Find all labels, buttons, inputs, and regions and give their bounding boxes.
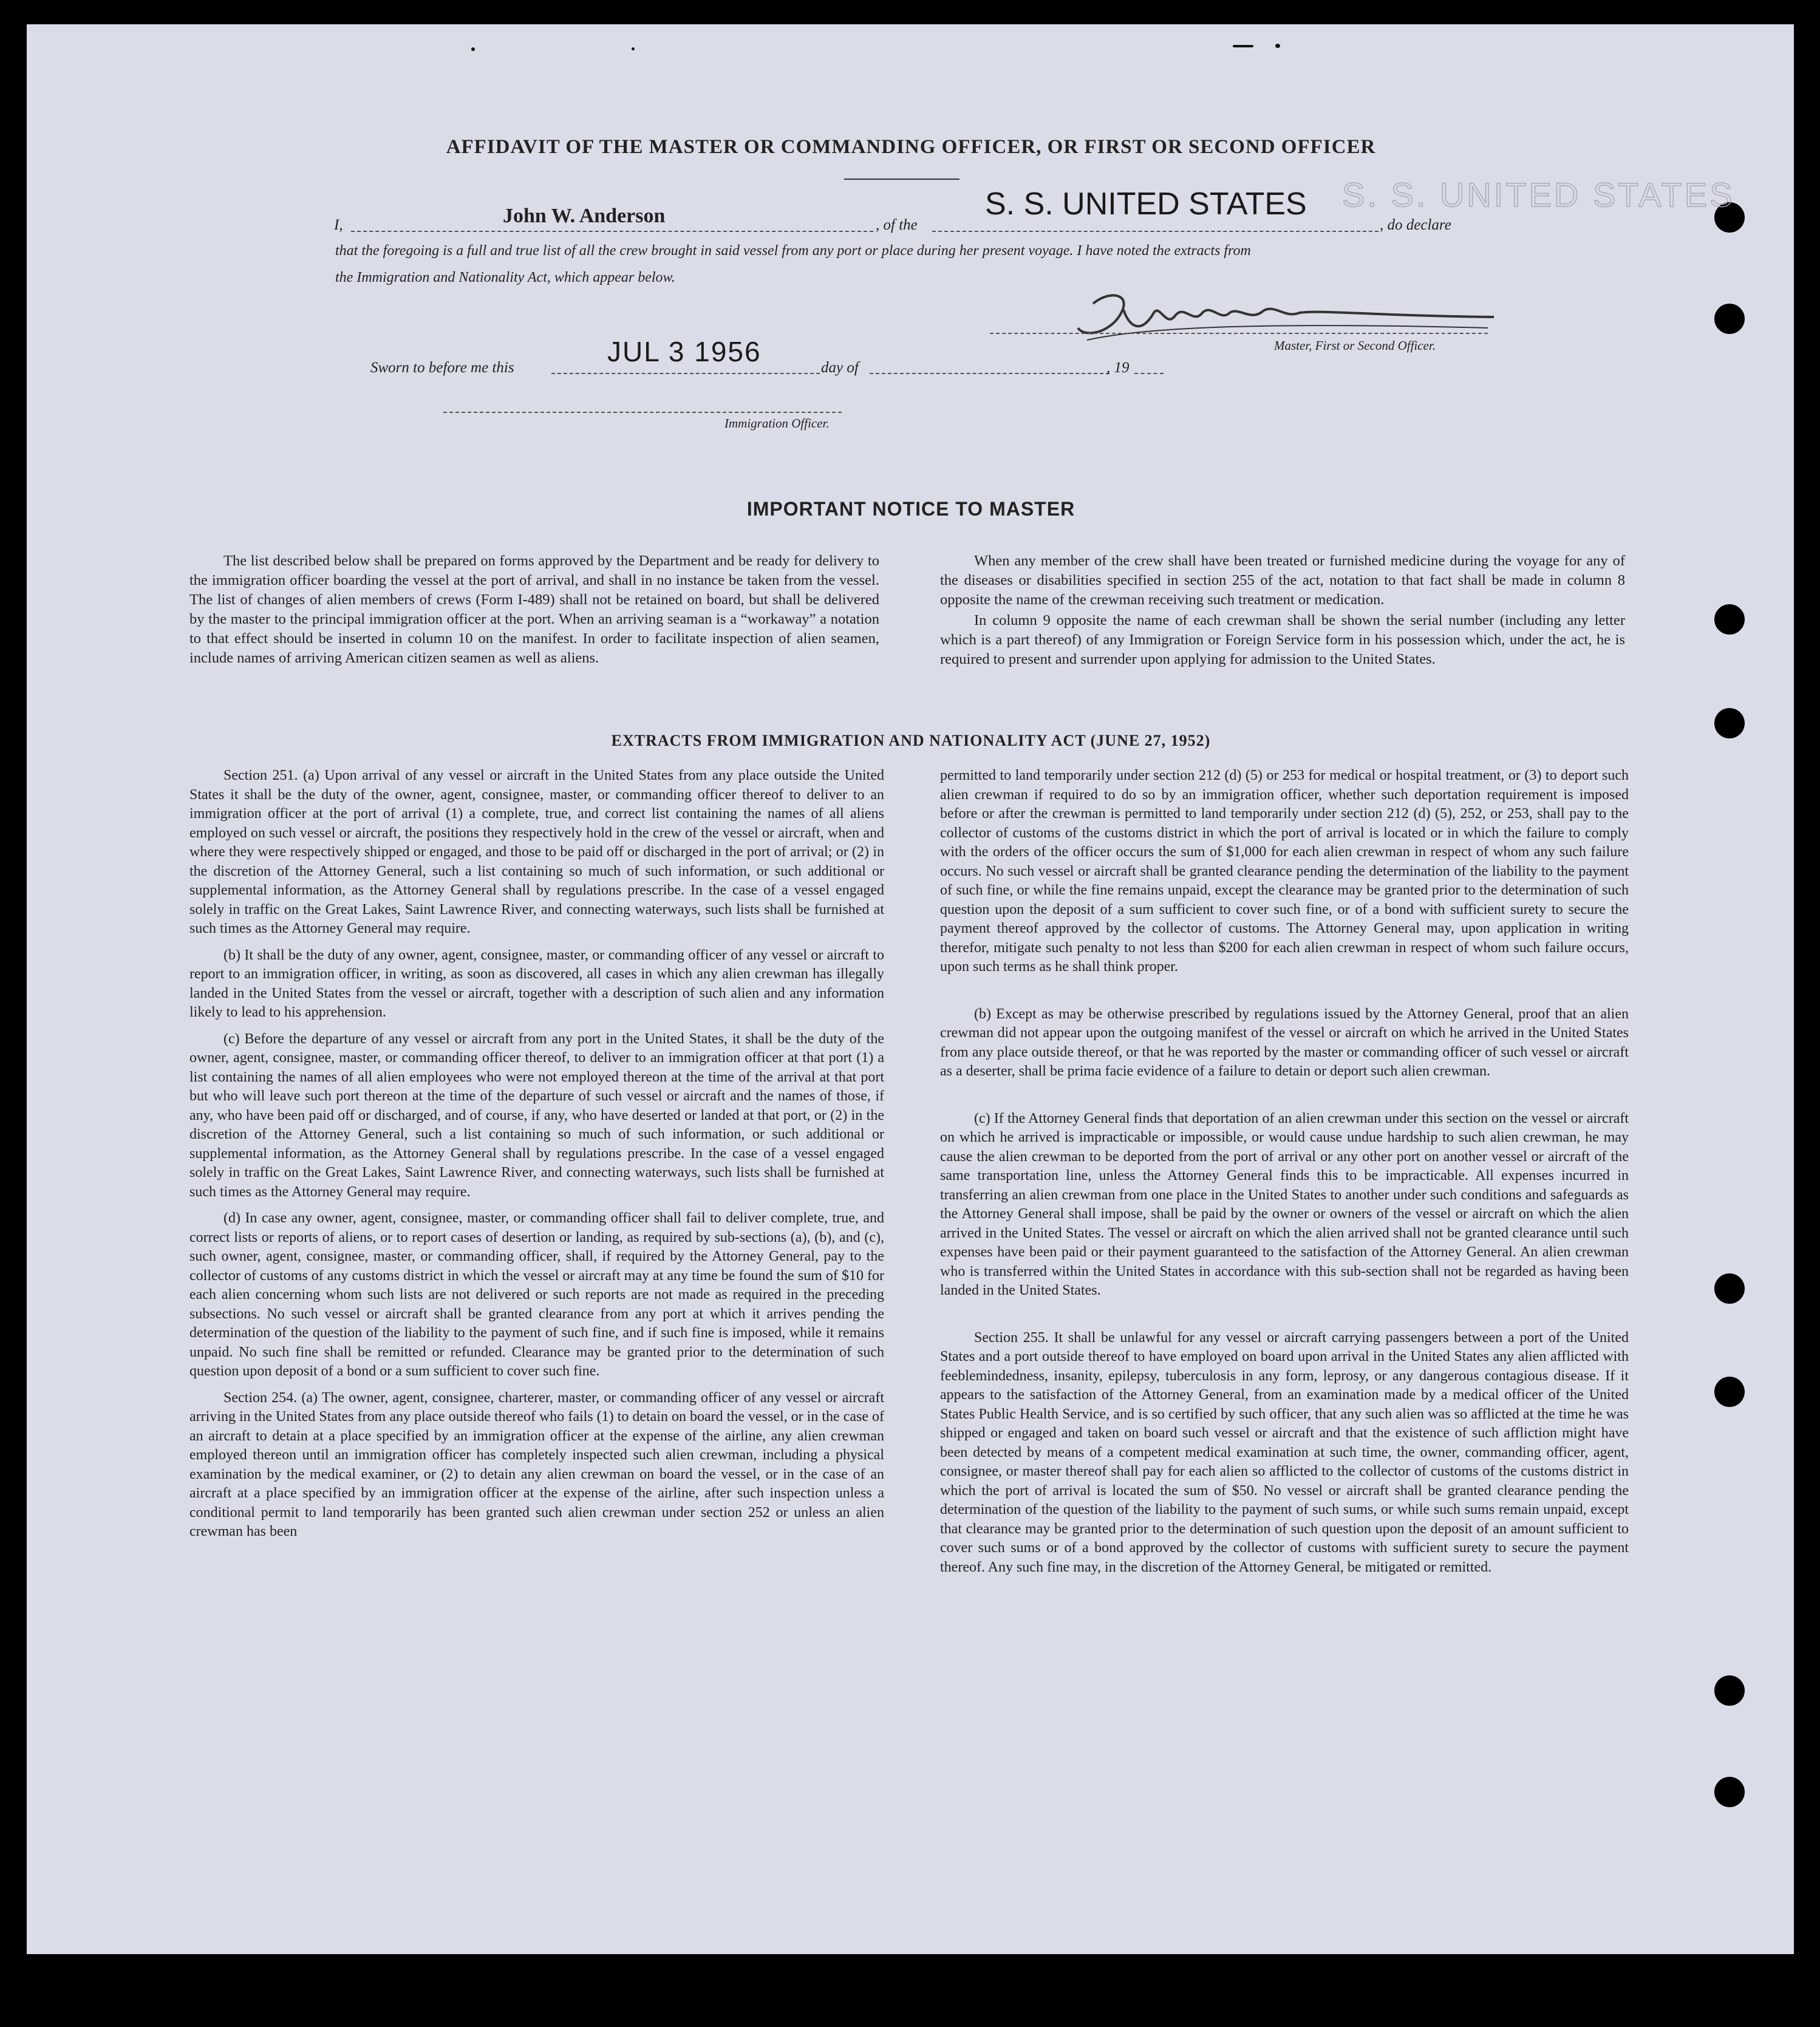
declarant-prefix: I, xyxy=(334,217,343,233)
sworn-date-line xyxy=(551,373,820,374)
officer-caption: Immigration Officer. xyxy=(724,416,830,431)
signature-caption: Master, First or Second Officer. xyxy=(1274,338,1436,353)
section-paragraph: Section 254. (a) The owner, agent, consignee, charterer, master, or commanding officer of any vessel or aircraft arriving in the United States from any place outside thereof who fails (1) to detain on board the vessel, or in the case of an aircraft to detain at a place specified by an immigration officer at the expense of the airline, any alien crewman employed thereon until an immigration officer has completely inspected such alien crewman, including a physical examination by the medical examiner, or (2) to detain any alien crewman on board the vessel, or in the case of an aircraft at a place specified by an immigration officer at the expense of the airline, after such inspection unless a conditional permit to land temporarily has been granted such alien crewman under section 252 or unless an alien crewman has been xyxy=(189,1389,884,1539)
sworn-label: Sworn to before me this xyxy=(370,359,514,376)
binder-hole xyxy=(1714,304,1745,334)
signature-line xyxy=(990,333,1488,334)
section-paragraph: Section 251. (a) Upon arrival of any vessel or aircraft in the United States from any place outside the United States it shall be the duty of the owner, agent, consignee, master, or commanding officer thereof to deliver to an immigration officer at the port of arrival (1) a complete, true, and correct list containing the names of all aliens employed on such vessel or aircraft, the positions they respectively hold in the crew of the vessel or aircraft, when and where they were respectively shipped or engaged, and those to be paid off or discharged in the port of arrival; or (2) in the discretion of the Attorney General, such a list containing so much of such information, or such additional or supplemental information, as the Attorney General shall by regulations prescribe. In the case of a vessel engaged solely in traffic on the Great Lakes, Saint Lawrence River, and connecting waterways, such lists shall be furnished at such times as the Attorney General may require. xyxy=(189,768,884,936)
year-prefix: , 19 xyxy=(1106,359,1130,376)
binder-hole xyxy=(1714,708,1745,738)
vessel-stamp-ghost: S. S. UNITED STATES xyxy=(1342,175,1735,214)
month-line xyxy=(870,373,1109,374)
title-rule xyxy=(844,179,959,180)
declaration-line-1: that the foregoing is a full and true list of all the crew brought in said vessel from any port or place during her present voyage. I have noted the extracts from xyxy=(335,243,1251,259)
section-paragraph: Section 255. It shall be unlawful for any vessel or aircraft carrying passengers between a port of the United States and a port outside thereof to have employed on board upon arrival in the United States any alien afflicted with feeblemindedness, insanity, epilepsy, tuberculosis in any form, leprosy, or any dangerous contagious disease. If it appears to the satisfaction of the Attorney General, from an examination made by a medical officer of the United States Public Health Service, and is so certified by such officer, that any such alien was so afflicted at the time he was shipped or engaged and taken on board such vessel or aircraft and that the existence of such affliction might have been detected by means of a competent medical examination at such time, the owner, commanding officer, agent, consignee, or master thereof shall pay for each alien so afflicted to the collector of customs of the customs district in which the port of arrival is located the sum of $50. No vessel or aircraft shall be granted clearance pending the determination of the question of the liability to the payment of such sums, or while such sums remain unpaid, except that clearance may be granted prior to the determination of such question upon the deposit of an amount sufficient to cover such sums or of a bond approved by the collector of customs with sufficient surety to secure the payment thereof. Any such fine may, in the discretion of the Attorney General, be mitigated or remitted. xyxy=(940,1329,1629,1575)
notice-paragraph: The list described below shall be prepared on forms approved by the Department and be ready for delivery to the immigration officer boarding the vessel at the port of arrival, and shall in no instance be taken from the vessel. The list of changes of alien members of crews (Form I-489) shall not be retained on board, but shall be delivered by the master to the principal immigration officer at the port. When an arriving seaman is a “workaway” a notation to that effect should be inserted in column 10 on the manifest. In order to facilitate inspection of alien seamen, include names of arriving American citizen seamen as well as aliens. xyxy=(189,553,879,666)
extracts-right-column xyxy=(940,766,1629,1584)
of-the-label: , of the xyxy=(876,217,918,233)
binder-hole xyxy=(1714,1777,1745,1807)
vessel-name-line xyxy=(932,231,1379,232)
vessel-name-value: S. S. UNITED STATES xyxy=(985,186,1307,222)
scan-speck xyxy=(1233,45,1253,47)
master-name-value: John W. Anderson xyxy=(503,205,666,227)
sworn-date-value: JUL 3 1956 xyxy=(607,336,762,367)
notice-heading: IMPORTANT NOTICE TO MASTER xyxy=(746,498,1075,520)
section-paragraph: (d) In case any owner, agent, consignee, master, or commanding officer shall fail to deliver complete, true, and correct lists or reports of aliens, or to report cases of desertion or landing, as required by sub-sections (a), (b), and (c), such owner, agent, consignee, master, or commanding officer, shall, if required by the Attorney General, pay to the collector of customs of any customs district in which the vessel or aircraft may at any time be found the sum of $10 for each alien concerning whom such lists are not delivered or such reports are not made as required in the preceding subsections. No such vessel or aircraft shall be granted clearance from any port at which it arrives pending the determination of the question of the liability to the payment of such fine, and if such fine is imposed, while it remains unpaid. No such fine shall be remitted or refunded. Clearance may be granted prior to the determination of such question upon deposit of a bond or a sum sufficient to cover such fine. xyxy=(189,1210,884,1379)
notice-left-column xyxy=(189,551,879,675)
binder-hole xyxy=(1714,1273,1745,1304)
extracts-left-column xyxy=(189,766,884,1549)
section-paragraph: permitted to land temporarily under section 212 (d) (5) or 253 for medical or hospital treatment, or (3) to deport such alien crewman if required to do so by an immigration officer, whether such deportation requirement is imposed before or after the crewman is permitted to land temporarily under section 212 (d) (5), 252, or 253, shall pay to the collector of customs of the customs district in which the port of arrival is located or in which the failure to comply with the orders of the officer occurs the sum of $1,000 for each alien crewman in respect of whom any such failure occurs. No such vessel or aircraft shall be granted clearance pending the determination of the liability to the payment of such fine, or while the fine remains unpaid, except the clearance may be granted prior to the determination of such question upon the deposit of a sum sufficient to cover such fine, or of a bond with sufficient surety to secure the payment thereof approved by the collector of customs. The Attorney General may, upon application in writing therefor, mitigate such penalty to not less than $200 for each alien crewman in respect of whom such failure occurs, upon such terms as he shall think proper. xyxy=(940,768,1629,975)
do-declare-label: , do declare xyxy=(1380,217,1451,233)
binder-hole xyxy=(1714,1675,1745,1706)
section-paragraph: (c) Before the departure of any vessel or aircraft from any port in the United States, it shall be the duty of the owner, agent, consignee, master, or commanding officer thereof, to deliver to an immigration officer at that port (1) a list containing the names of all alien employees who were not employed thereon at the time of the arrival at that port but who will leave such port thereon at the time of the departure of such vessel or aircraft and the names of those, if any, who have been paid off or discharged, and of course, if any, who have deserted or landed at that port, or (2) in the discretion of the Attorney General, such a list containing so much of such information, or such additional or supplemental information, as the Attorney General shall by regulations prescribe. In the case of a vessel engaged solely in traffic on the Great Lakes, Saint Lawrence River, and connecting waterways, such lists shall be furnished at such times as the Attorney General may require. xyxy=(189,1031,884,1200)
notice-paragraph: In column 9 opposite the name of each crewman shall be shown the serial number (including any letter which is a part thereof) of any Immigration or Foreign Service form in his possession which, under the act, he is required to present and surrender upon applying for admission to the United States. xyxy=(940,612,1625,667)
officer-line xyxy=(443,412,842,413)
year-line xyxy=(1134,373,1164,374)
extracts-heading: EXTRACTS FROM IMMIGRATION AND NATIONALITY ACT (JUNE 27, 1952) xyxy=(611,732,1211,749)
scan-speck xyxy=(632,47,635,50)
notice-right-column xyxy=(940,551,1625,676)
affidavit-title: AFFIDAVIT OF THE MASTER OR COMMANDING OFFICER, OR FIRST OR SECOND OFFICER xyxy=(446,136,1376,158)
scan-speck xyxy=(1275,44,1280,48)
day-of-label: day of xyxy=(821,359,859,376)
master-name-line xyxy=(351,231,873,232)
section-paragraph: (c) If the Attorney General finds that deportation of an alien crewman under this section on the vessel or aircraft on which he arrived is impracticable or impossible, or would cause undue hardship to such alien crewman, he may cause the alien crewman to be deported from the port of arrival or any other port on another vessel or aircraft of the same transportation line, unless the Attorney General finds this to be impracticable. All expenses incurred in transferring an alien crewman from one place in the United States to another under such conditions and safeguards as the Attorney General shall impose, shall be paid by the owner or owners of the vessel or aircraft on which the alien arrived in the United States. The vessel or aircraft on which the alien arrived shall not be granted clearance until such expenses have been paid or their payment guaranteed to the satisfaction of the Attorney General. An alien crewman who is transferred within the United States in accordance with this sub-section shall not be regarded as having been landed in the United States. xyxy=(940,1110,1629,1298)
section-paragraph: (b) It shall be the duty of any owner, agent, consignee, master, or commanding officer of any vessel or aircraft to report to an immigration officer, in writing, as soon as discovered, all cases in which any alien crewman has illegally landed in the United States from the vessel or aircraft, together with a description of such alien and any information likely to lead to his apprehension. xyxy=(189,947,884,1020)
declaration-line-2: the Immigration and Nationality Act, which appear below. xyxy=(335,270,675,285)
section-paragraph: (b) Except as may be otherwise prescribed by regulations issued by the Attorney General, proof that an alien crewman did not appear upon the outgoing manifest of the vessel or aircraft on which he arrived in the United States from any place outside thereof, or that he was reported by the master or commanding officer of such vessel or aircraft as a deserter, shall be prima facie evidence of a failure to detain or deport such alien crewman. xyxy=(940,1006,1629,1079)
notice-paragraph: When any member of the crew shall have been treated or furnished medicine during the voyage for any of the diseases or disabilities specified in section 255 of the act, notation to that fact shall be made in column 8 opposite the name of the crewman receiving such treatment or medication. xyxy=(940,553,1625,608)
scan-speck xyxy=(471,47,475,51)
binder-hole xyxy=(1714,1377,1745,1407)
binder-hole xyxy=(1714,604,1745,635)
